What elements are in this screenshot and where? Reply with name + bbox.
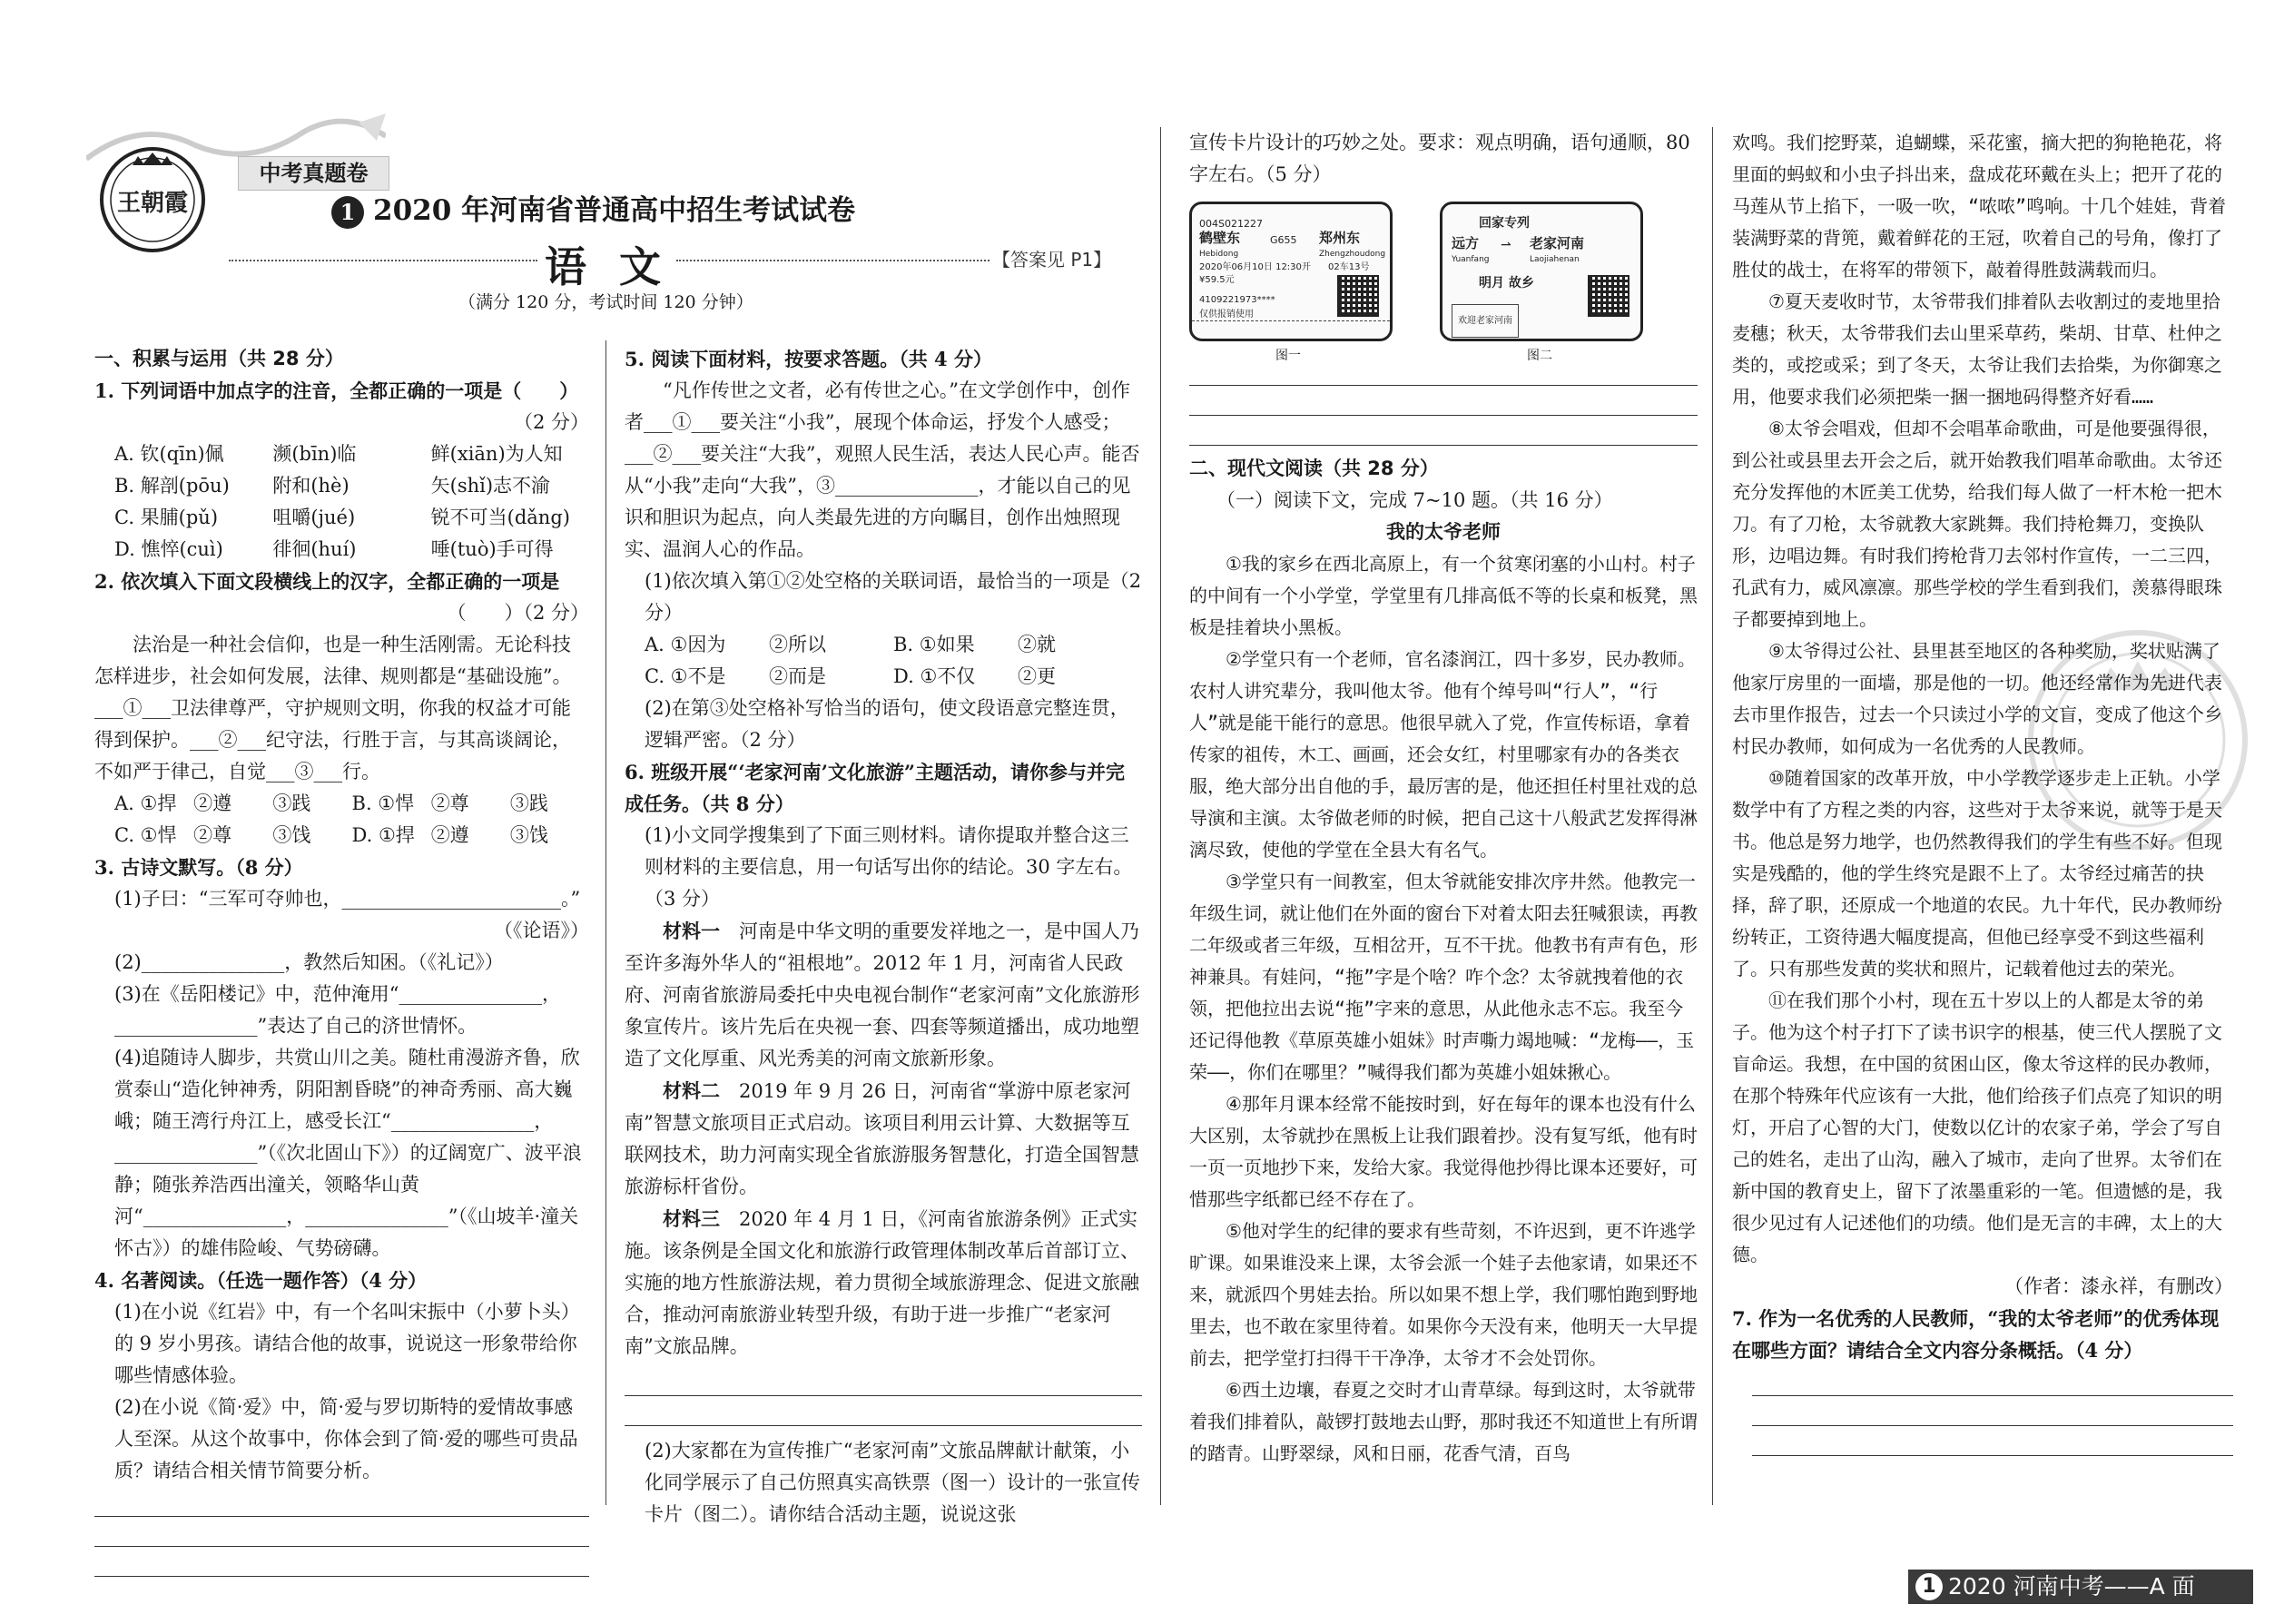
article-paragraph: ①我的家乡在西北高原上，有一个贫寒闭塞的小山村。村子的中间有一个小学堂，学堂里有几排高低不等的长桌和板凳，黑板是挂着块小黑板。	[1189, 553, 1698, 638]
exam-meta: （满分 120 分，考试时间 120 分钟）	[458, 292, 753, 312]
option-text: A. ①因为	[645, 634, 726, 655]
figure-1-ticket	[1189, 202, 1393, 341]
question-5-2: (2)在第③处空格补写恰当的语句，使文段语意完整连贯，逻辑严密。（2 分）	[645, 697, 1129, 751]
page-footer-badge	[1908, 1570, 2253, 1604]
question-2-score: （ ）（2 分）	[447, 602, 589, 624]
header-dotline-right	[676, 260, 989, 261]
option-text: ②尊	[193, 824, 232, 846]
ticket-from: 鹤壁东	[1199, 230, 1241, 246]
answer-line[interactable]	[625, 1375, 1142, 1396]
option-text: C. 果脯(pǔ)	[114, 507, 219, 528]
article-paragraph: ②学堂只有一个老师，官名漆润江，四十多岁，民办教师。农村人讲究辈分，我叫他太爷。他有个绰号叫“行人”，“行人”就是能干能行的意思。他很早就入了党，作宣传标语，拿着传家的祖传，木工、画画，还会女红，村里哪家有办的各类衣服，绝大部分出自他的手，最厉害的是，他还担任村里社戏的总导演和主演。太爷做老师的时候，把自己这十八般武艺发挥得淋漓尽致，使他的学堂在全县大有名气。	[1189, 648, 1698, 861]
article-paragraph: ⑥西土边壤，春夏之交时才山青草绿。每到这时，太爷就带着我们排着队，敲锣打鼓地去山野，那时我还不知道世上有所谓的踏青。山野翠绿，风和日丽，花香气清，百鸟	[1189, 1379, 1698, 1464]
column-1	[94, 343, 589, 1584]
question-1-options	[94, 438, 589, 566]
option-text: A. ①捍	[114, 792, 177, 814]
column-divider-3	[1712, 127, 1713, 1505]
option-text: ②而是	[769, 665, 826, 687]
train-icon: ⇀	[1501, 238, 1511, 252]
question-3-1: (1)子曰：“三军可夺帅也，_______________________。”	[114, 888, 581, 910]
option-row	[114, 534, 589, 566]
question-2-passage: 法治是一种社会信仰，也是一种生活刚需。无论科技怎样进步，社会如何发展，法律、规则都是“基础设施”。___①___卫法律尊严，守护规则文明，你我的权益才可能得到保护。___②___纪守法，行胜于言，与其高谈阔论，不如严于律己，自觉___③___行。	[94, 634, 572, 782]
question-3-1-source: （《论语》）	[494, 920, 589, 941]
ticket-divider	[1192, 320, 1390, 321]
option-row	[645, 661, 1142, 693]
article-paragraph: ⑦夏天麦收时节，太爷带我们排着队去收割过的麦地里拾麦穗；秋天，太爷带我们去山里采草药，柴胡、甘草、杜仲之类的，或挖或采；到了冬天，太爷让我们去拾柴，为你御寒之用，他要求我们必须把柴一捆一捆地码得整齐好看……	[1732, 290, 2222, 408]
answer-line[interactable]	[94, 1496, 589, 1517]
option-text: 矢(shǐ)志不渝	[430, 475, 551, 497]
card-from: 远方	[1452, 235, 1480, 251]
footer-number: 1	[1915, 1573, 1943, 1600]
option-row	[114, 788, 589, 820]
ticket-price: ¥59.5元	[1199, 275, 1235, 285]
question-5-passage: “凡作传世之文者，必有传世之心。”在文学创作中，创作者___①___要关注“小我”，展现个体命运，抒发个人感受；___②___要关注“大我”，观照人民生活，表达人民心声。能否从“小我”走向“大我”，③_______________，才能以自己的见识和胆识为起点，向人类最先进的方向瞩目，创作出烛照现实、温润人心的作品。	[625, 379, 1140, 560]
card-top: 回家专列	[1479, 216, 1530, 231]
option-text: 徘徊(huí)	[272, 538, 357, 560]
card-from-pinyin: Yuanfang	[1452, 255, 1490, 264]
column-2	[625, 343, 1142, 1530]
article-paragraph: ⑨太爷得过公社、县里甚至地区的各种奖励，奖状贴满了他家厅房里的一面墙，那是他的一切。他还经常作为先进代表去市里作报告，过去一个只读过小学的文盲，变成了他这个乡村民办教师，如何成为一名优秀的人民教师。	[1732, 640, 2222, 757]
material-2-label: 材料二	[663, 1079, 720, 1102]
footer-label: 2020 河南中考——A 面	[1948, 1573, 2195, 1599]
option-row	[114, 438, 589, 470]
article-paragraph: ⑤他对学生的纪律的要求有些苛刻，不许迟到，更不许逃学旷课。如果谁没来上课，太爷会派一个娃子去他家请，如果还不来，就派四个男娃去抬。所以如果不想上学，我们哪怕跑到野地里去，也不敢在家里待着。如果你今天没有来，他明天一大早提前去，把学堂打扫得干干净净，太爷才不会处罚你。	[1189, 1220, 1698, 1369]
option-text: ②就	[1018, 634, 1056, 655]
material-1	[625, 915, 1142, 1075]
option-text: D. ①不仅	[893, 665, 976, 687]
question-4-1: (1)在小说《红岩》中，有一个名叫宋振中（小萝卜头）的 9 岁小男孩。请结合他的故事，说说这一形象带给你哪些情感体验。	[114, 1301, 580, 1386]
answer-line[interactable]	[1752, 1405, 2233, 1426]
figures	[1189, 202, 1698, 363]
answer-line[interactable]	[1189, 425, 1698, 446]
option-text: 咀嚼(jué)	[272, 507, 356, 528]
question-5-1-options	[625, 629, 1142, 693]
question-6: 6. 班级开展“‘老家河南’文化旅游”主题活动，请你参与并完成任务。（共 8 分）	[625, 761, 1126, 815]
article-paragraph: 欢鸣。我们挖野菜，追蝴蝶，采花蜜，摘大把的狗艳艳花，将里面的蚂蚁和小虫子抖出来，盘成花环戴在头上；把开了花的马莲从节上掐下，一吸一吹，“哝哝”鸣响。十几个娃娃，背着装满野菜的背篼，戴着鲜花的王冠，吹着自己的号角，像打了胜仗的战士，在将军的带领下，敲着得胜鼓满载而归。	[1732, 132, 2227, 281]
option-row	[114, 820, 589, 851]
option-text: ③饯	[509, 824, 548, 846]
material-2	[625, 1075, 1142, 1203]
option-text: ③饯	[272, 824, 311, 846]
watermark-seal	[2024, 626, 2251, 853]
option-text: 鲜(xiān)为人知	[430, 443, 563, 465]
question-4-2: (2)在小说《简·爱》中，简·爱与罗切斯特的爱情故事感人至深。从这个故事中，你体会到了简·爱的哪些可贵品质？请结合相关情节简要分析。	[114, 1396, 578, 1481]
answer-line[interactable]	[1189, 395, 1698, 416]
ticket-to: 郑州东	[1319, 230, 1361, 246]
option-text: B. 解剖(pōu)	[114, 475, 230, 497]
column-3	[1189, 127, 1698, 1470]
part-1-instructions: （一）阅读下文，完成 7~10 题。（共 16 分）	[1216, 489, 1613, 511]
question-3-4: (4)追随诗人脚步，共赏山川之美。随杜甫漫游齐鲁，欣赏泰山“造化钟神秀，阴阳割昏晓”的神奇秀丽、高大巍峨；随王湾行舟江上，感受长江“_______________，_______________”（《次北固山下》）的辽阔宽广、波平浪静；随张养浩西出潼关，领略华山黄河“_______________，_______________”（《山坡羊·潼关怀古》）的雄伟险峻、气势磅礴。	[114, 1047, 582, 1259]
option-text: 唾(tuò)手可得	[430, 538, 554, 560]
section-heading-1: 一、积累与运用（共 28 分）	[94, 348, 344, 369]
question-5-1: (1)依次填入第①②处空格的关联词语，最恰当的一项是（2 分）	[645, 570, 1142, 624]
svg-text:王朝霞: 王朝霞	[116, 190, 189, 217]
qr-code-icon	[1337, 275, 1379, 317]
article-paragraph: ④那年月课本经常不能按时到，好在每年的课本也没有什么大区别，太爷就抄在黑板上让我们跟着抄。没有复写纸，他有时一页一页地抄下来，发给大家。我觉得他抄得比课本还要好，可惜那些字纸都已经不存在了。	[1189, 1093, 1698, 1210]
question-6-2: (2)大家都在为宣传推广“老家河南”文旅品牌献计献策，小化同学展示了自己仿照真实高铁票（图一）设计的一张宣传卡片（图二）。请你结合活动主题，说说这张	[645, 1440, 1140, 1525]
section-heading-2: 二、现代文阅读（共 28 分）	[1189, 458, 1439, 479]
answer-reference: 【答案见 P1】	[992, 249, 1112, 271]
option-text: ②所以	[769, 634, 826, 655]
paper-number: 1	[331, 196, 364, 229]
material-1-text: 河南是中华文明的重要发祥地之一，是中国人乃至许多海外华人的“祖根地”。2012 年 1 月，河南省人民政府、河南省旅游局委托中央电视台制作“老家河南”文化旅游形象宣传片。该片先后在央视一套、四套等频道播出，成功地塑造了文化厚重、风光秀美的河南文旅新形象。	[625, 920, 1140, 1069]
material-2-text: 2019 年 9 月 26 日，河南省“掌游中原老家河南”智慧文旅项目正式启动。该项目利用云计算、大数据等互联网技术，助力河南实现全省旅游服务智慧化，打造全国智慧旅游标杆省份。	[625, 1080, 1139, 1197]
ticket-train: G655	[1270, 234, 1297, 246]
article-paragraph: ⑧太爷会唱戏，但却不会唱革命歌曲，可是他要强得很，到公社或县里去开会之后，就开始教我们唱革命歌曲。太爷还充分发挥他的木匠美工优势，给我们每人做了一杆木枪一把木刀。有了刀枪，太爷就教大家跳舞。我们持枪舞刀，变换队形，边唱边舞。有时我们挎枪背刀去邻村作宣传，一二三四，孔武有力，威风凛凛。那些学校的学生看到我们，羡慕得眼珠子都要掉到地上。	[1732, 418, 2222, 630]
figure-2-card	[1440, 202, 1643, 341]
article-paragraph: ⑩随着国家的改革开放，中小学教学逐步走上正轨。小学数学中有了方程之类的内容，这些对于太爷来说，就等于是天书。他总是努力地学，也仍然教得我们的学生有些不好。但现实是残酷的，他的学生终究是跟不上了。太爷经过痛苦的抉择，辞了职，还原成一个地道的农民。九十年代，民办教师纷纷转正，工资待遇大幅度提高，但他已经享受不到这些福利了。只有那些发黄的奖状和照片，记载着他过去的荣光。	[1732, 767, 2222, 979]
option-text: A. 钦(qīn)佩	[114, 443, 224, 465]
exam-title-text: 2020 年河南省普通高中招生考试试卷	[373, 194, 856, 227]
question-3-3: (3)在《岳阳楼记》中，范仲淹用“_______________，_______________”表达了自己的济世情怀。	[114, 983, 561, 1037]
answer-line[interactable]	[1752, 1435, 2233, 1456]
answer-line[interactable]	[625, 1405, 1142, 1426]
option-text: B. ①如果	[893, 634, 975, 655]
question-6-1: (1)小文同学搜集到了下面三则材料。请你提取并整合这三则材料的主要信息，用一句话写出你的结论。30 字左右。（3 分）	[645, 824, 1133, 910]
question-3: 3. 古诗文默写。（8 分）	[94, 856, 303, 879]
material-3	[625, 1203, 1142, 1363]
option-text: ③践	[509, 792, 548, 814]
card-to: 老家河南	[1530, 235, 1585, 251]
answer-line[interactable]	[94, 1556, 589, 1577]
question-6-2-continued: 宣传卡片设计的巧妙之处。要求：观点明确，语句通顺，80 字左右。（5 分）	[1189, 132, 1690, 185]
article-paragraph: ⑪在我们那个小村，现在五十岁以上的人都是太爷的弟子。他为这个村子打下了读书识字的根基，使三代人摆脱了文盲命运。我想，在中国的贫困山区，像太爷这样的民办教师，在那个特殊年代应该有一大批，他们给孩子们点亮了知识的明灯，开启了心智的大门，使数以亿计的农家子弟，学会了写自己的姓名，走出了山沟，融入了城市，走向了世界。太爷们在新中国的教育史上，留下了浓墨重彩的一笔。但遗憾的是，我很少见过有人记述他们的功绩。他们是无言的丰碑，太上的大德。	[1732, 989, 2222, 1265]
answer-line[interactable]	[1752, 1375, 2233, 1396]
ticket-date: 2020年06月10日 12:30开	[1199, 262, 1311, 272]
question-3-2: (2)_______________，教然后知困。（《礼记》）	[114, 951, 504, 973]
option-row	[114, 502, 589, 534]
ticket-id: 4109221973****	[1199, 295, 1275, 305]
material-3-text: 2020 年 4 月 1 日，《河南省旅游条例》正式实施。该条例是全国文化和旅游行政管理体制改革后首部订立、实施的地方性旅游法规，着力贯彻全域旅游理念、促进文旅融合，推动河南旅游业转型升级，有助于进一步推广“老家河南”文旅品牌。	[625, 1208, 1139, 1357]
question-2: 2. 依次填入下面文段横线上的汉字，全都正确的一项是	[94, 570, 560, 593]
header-dotline-left	[229, 260, 537, 261]
option-text: D. 憔悴(cuì)	[114, 538, 223, 560]
seal-icon	[2024, 626, 2251, 853]
option-row	[114, 470, 589, 502]
column-divider-2	[1160, 127, 1161, 1505]
figure-1-caption: 图一	[1275, 349, 1301, 363]
option-text: B. ①悍	[351, 792, 415, 814]
ticket-to-pinyin: Zhengzhoudong	[1319, 250, 1386, 259]
option-text: 濒(bīn)临	[272, 443, 357, 465]
material-1-label: 材料一	[663, 920, 720, 942]
option-text: ②遵	[193, 792, 232, 814]
question-7: 7. 作为一名优秀的人民教师，“我的太爷老师”的优秀体现在哪些方面？请结合全文内容分条概括。（4 分）	[1732, 1307, 2220, 1362]
option-row	[645, 629, 1142, 661]
question-1: 1. 下列词语中加点字的注音，全都正确的一项是（ ）	[94, 379, 579, 402]
qr-code-icon	[1588, 275, 1629, 317]
figure-2-caption: 图二	[1527, 349, 1552, 363]
option-text: 附和(hè)	[272, 475, 350, 497]
article-author: （作者：漆永祥，有删改）	[2004, 1275, 2233, 1297]
badge-zhongkao: 中考真题卷	[238, 156, 389, 191]
article-paragraph: ③学堂只有一间教室，但太爷就能安排次序井然。他教完一年级生词，就让他们在外面的窗台下对着太阳去狂喊狠读，再教二年级或者三年级，互相岔开，互不干扰。他教书有声有色，形神兼具。有娃问，“拖”字是个啥？咋个念？太爷就拽着他的衣领，把他拉出去说“拖”字来的意思，从此他永志不忘。我至今还记得他教《草原英雄小姐妹》时声嘶力竭地喊：“龙梅——，玉荣——，你们在哪里？”喊得我们都为英雄小姐妹揪心。	[1189, 871, 1698, 1083]
option-text: ②遵	[430, 824, 469, 846]
answer-line[interactable]	[94, 1526, 589, 1547]
ticket-from-pinyin: Hebidong	[1199, 250, 1239, 259]
card-to-pinyin: Laojiahenan	[1530, 255, 1580, 264]
question-2-options	[94, 788, 589, 851]
article-title: 我的太爷老师	[1386, 521, 1501, 543]
ticket-serial: 004S021227	[1199, 218, 1263, 230]
option-text: ②尊	[430, 792, 469, 814]
answer-line[interactable]	[1189, 365, 1698, 386]
column-divider-1	[605, 340, 606, 1505]
question-5: 5. 阅读下面材料，按要求答题。（共 4 分）	[625, 348, 992, 370]
question-4: 4. 名著阅读。（任选一题作答）（4 分）	[94, 1269, 428, 1292]
option-text: ③践	[272, 792, 311, 814]
subject-title: 语 文	[545, 242, 671, 291]
exam-title	[331, 192, 855, 229]
material-3-label: 材料三	[663, 1207, 720, 1230]
ticket-seat: 02车13号	[1328, 262, 1370, 272]
article-body	[1189, 548, 1698, 1470]
ticket-note: 仅供报销使用	[1199, 310, 1254, 320]
card-bottom: 欢迎老家河南	[1452, 304, 1519, 338]
option-text: ②更	[1018, 665, 1056, 687]
option-text: D. ①捍	[351, 824, 415, 846]
option-text: C. ①悍	[114, 824, 177, 846]
question-1-score: （2 分）	[513, 411, 589, 433]
option-text: 锐不可当(dǎng)	[430, 507, 570, 528]
option-text: C. ①不是	[645, 665, 726, 687]
card-slogan: 明月 故乡	[1479, 276, 1534, 290]
